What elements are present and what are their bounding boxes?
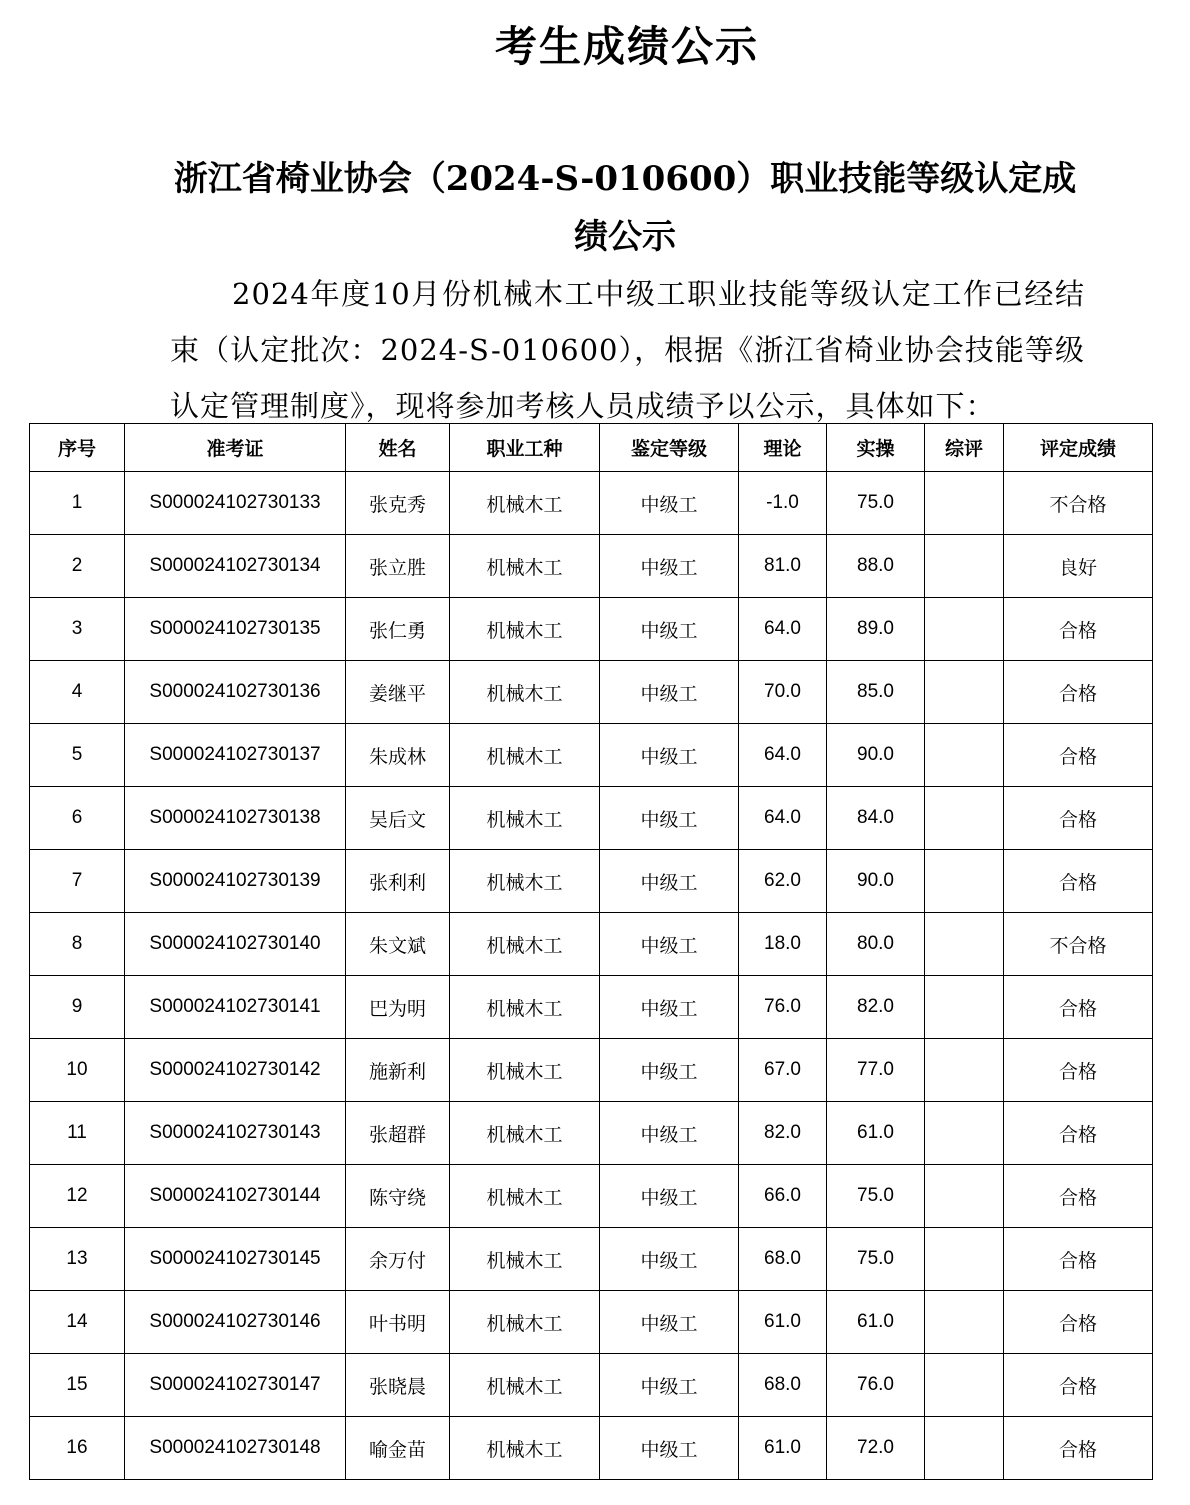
- cell-trade: 机械木工: [450, 598, 600, 661]
- cell-trade: 机械木工: [450, 1354, 600, 1417]
- cell-result: 合格: [1004, 1102, 1153, 1165]
- header-comprehensive: 综评: [925, 424, 1004, 472]
- cell-seq: 12: [30, 1165, 125, 1228]
- announcement-subtitle: 浙江省椅业协会（2024-S-010600）职业技能等级认定成绩公示: [173, 159, 1077, 257]
- cell-trade: 机械木工: [450, 472, 600, 535]
- cell-ticket: S000024102730139: [125, 850, 346, 913]
- cell-result: 合格: [1004, 1039, 1153, 1102]
- cell-practice: 72.0: [827, 1417, 925, 1480]
- cell-result: 合格: [1004, 1165, 1153, 1228]
- cell-ticket: S000024102730138: [125, 787, 346, 850]
- cell-theory: 62.0: [739, 850, 827, 913]
- cell-comprehensive: [925, 1291, 1004, 1354]
- cell-name: 姜继平: [346, 661, 450, 724]
- cell-theory: 64.0: [739, 724, 827, 787]
- table-row: [30, 1039, 1153, 1102]
- cell-comprehensive: [925, 598, 1004, 661]
- cell-name: 张立胜: [346, 535, 450, 598]
- table-row: [30, 787, 1153, 850]
- cell-result: 良好: [1004, 535, 1153, 598]
- cell-seq: 5: [30, 724, 125, 787]
- cell-ticket: S000024102730134: [125, 535, 346, 598]
- cell-practice: 90.0: [827, 724, 925, 787]
- cell-trade: 机械木工: [450, 1039, 600, 1102]
- cell-theory: 64.0: [739, 787, 827, 850]
- cell-comprehensive: [925, 913, 1004, 976]
- cell-level: 中级工: [600, 1417, 739, 1480]
- cell-result: 合格: [1004, 850, 1153, 913]
- cell-result: 合格: [1004, 976, 1153, 1039]
- cell-trade: 机械木工: [450, 1228, 600, 1291]
- header-level: 鉴定等级: [600, 424, 739, 472]
- cell-name: 施新利: [346, 1039, 450, 1102]
- cell-comprehensive: [925, 1354, 1004, 1417]
- cell-trade: 机械木工: [450, 850, 600, 913]
- cell-practice: 82.0: [827, 976, 925, 1039]
- cell-practice: 75.0: [827, 1228, 925, 1291]
- cell-comprehensive: [925, 850, 1004, 913]
- cell-trade: 机械木工: [450, 1102, 600, 1165]
- table-row: [30, 724, 1153, 787]
- cell-seq: 10: [30, 1039, 125, 1102]
- cell-theory: 68.0: [739, 1228, 827, 1291]
- cell-ticket: S000024102730136: [125, 661, 346, 724]
- cell-level: 中级工: [600, 976, 739, 1039]
- cell-theory: -1.0: [739, 472, 827, 535]
- cell-name: 巴为明: [346, 976, 450, 1039]
- cell-theory: 70.0: [739, 661, 827, 724]
- cell-level: 中级工: [600, 661, 739, 724]
- cell-name: 陈守绕: [346, 1165, 450, 1228]
- cell-result: 不合格: [1004, 472, 1153, 535]
- table-row: [30, 661, 1153, 724]
- table-row: [30, 535, 1153, 598]
- table-row: [30, 598, 1153, 661]
- cell-ticket: S000024102730147: [125, 1354, 346, 1417]
- cell-name: 张利利: [346, 850, 450, 913]
- cell-result: 合格: [1004, 724, 1153, 787]
- cell-seq: 3: [30, 598, 125, 661]
- cell-seq: 4: [30, 661, 125, 724]
- cell-level: 中级工: [600, 1039, 739, 1102]
- cell-comprehensive: [925, 535, 1004, 598]
- cell-name: 朱成林: [346, 724, 450, 787]
- cell-theory: 61.0: [739, 1291, 827, 1354]
- cell-result: 不合格: [1004, 913, 1153, 976]
- table-row: [30, 472, 1153, 535]
- cell-level: 中级工: [600, 1102, 739, 1165]
- cell-name: 叶书明: [346, 1291, 450, 1354]
- cell-ticket: S000024102730141: [125, 976, 346, 1039]
- cell-ticket: S000024102730142: [125, 1039, 346, 1102]
- cell-trade: 机械木工: [450, 535, 600, 598]
- table-row: [30, 913, 1153, 976]
- cell-level: 中级工: [600, 1291, 739, 1354]
- cell-theory: 61.0: [739, 1417, 827, 1480]
- cell-theory: 64.0: [739, 598, 827, 661]
- cell-theory: 82.0: [739, 1102, 827, 1165]
- cell-practice: 80.0: [827, 913, 925, 976]
- cell-trade: 机械木工: [450, 787, 600, 850]
- cell-practice: 77.0: [827, 1039, 925, 1102]
- cell-result: 合格: [1004, 598, 1153, 661]
- cell-result: 合格: [1004, 1354, 1153, 1417]
- cell-level: 中级工: [600, 1354, 739, 1417]
- cell-trade: 机械木工: [450, 1417, 600, 1480]
- cell-comprehensive: [925, 1102, 1004, 1165]
- cell-result: 合格: [1004, 1228, 1153, 1291]
- cell-name: 张超群: [346, 1102, 450, 1165]
- table-row: [30, 1102, 1153, 1165]
- cell-result: 合格: [1004, 787, 1153, 850]
- cell-comprehensive: [925, 1228, 1004, 1291]
- cell-seq: 15: [30, 1354, 125, 1417]
- cell-theory: 81.0: [739, 535, 827, 598]
- cell-trade: 机械木工: [450, 661, 600, 724]
- cell-level: 中级工: [600, 850, 739, 913]
- cell-trade: 机械木工: [450, 1291, 600, 1354]
- score-table: [29, 423, 1153, 1480]
- cell-trade: 机械木工: [450, 976, 600, 1039]
- header-name: 姓名: [346, 424, 450, 472]
- cell-seq: 6: [30, 787, 125, 850]
- cell-comprehensive: [925, 472, 1004, 535]
- cell-practice: 90.0: [827, 850, 925, 913]
- cell-theory: 18.0: [739, 913, 827, 976]
- cell-practice: 85.0: [827, 661, 925, 724]
- table-row: [30, 1354, 1153, 1417]
- cell-ticket: S000024102730140: [125, 913, 346, 976]
- cell-ticket: S000024102730143: [125, 1102, 346, 1165]
- cell-ticket: S000024102730133: [125, 472, 346, 535]
- cell-seq: 7: [30, 850, 125, 913]
- header-result: 评定成绩: [1004, 424, 1153, 472]
- cell-level: 中级工: [600, 472, 739, 535]
- cell-practice: 84.0: [827, 787, 925, 850]
- cell-level: 中级工: [600, 724, 739, 787]
- cell-name: 张晓晨: [346, 1354, 450, 1417]
- cell-name: 张仁勇: [346, 598, 450, 661]
- cell-theory: 67.0: [739, 1039, 827, 1102]
- page-title: 考生成绩公示: [494, 22, 759, 71]
- cell-practice: 89.0: [827, 598, 925, 661]
- cell-name: 朱文斌: [346, 913, 450, 976]
- cell-comprehensive: [925, 724, 1004, 787]
- cell-theory: 66.0: [739, 1165, 827, 1228]
- cell-practice: 76.0: [827, 1354, 925, 1417]
- cell-seq: 9: [30, 976, 125, 1039]
- header-theory: 理论: [739, 424, 827, 472]
- cell-level: 中级工: [600, 787, 739, 850]
- cell-seq: 1: [30, 472, 125, 535]
- cell-result: 合格: [1004, 1291, 1153, 1354]
- cell-seq: 16: [30, 1417, 125, 1480]
- cell-result: 合格: [1004, 661, 1153, 724]
- cell-name: 吴后文: [346, 787, 450, 850]
- cell-level: 中级工: [600, 913, 739, 976]
- cell-seq: 2: [30, 535, 125, 598]
- table-row: [30, 976, 1153, 1039]
- cell-ticket: S000024102730137: [125, 724, 346, 787]
- cell-ticket: S000024102730146: [125, 1291, 346, 1354]
- cell-trade: 机械木工: [450, 724, 600, 787]
- cell-practice: 61.0: [827, 1291, 925, 1354]
- cell-theory: 68.0: [739, 1354, 827, 1417]
- table-row: [30, 1228, 1153, 1291]
- header-seq: 序号: [30, 424, 125, 472]
- cell-practice: 75.0: [827, 472, 925, 535]
- cell-comprehensive: [925, 1417, 1004, 1480]
- cell-result: 合格: [1004, 1417, 1153, 1480]
- cell-level: 中级工: [600, 535, 739, 598]
- cell-trade: 机械木工: [450, 913, 600, 976]
- cell-practice: 61.0: [827, 1102, 925, 1165]
- table-header-row: [30, 424, 1153, 472]
- cell-seq: 8: [30, 913, 125, 976]
- cell-level: 中级工: [600, 1165, 739, 1228]
- cell-ticket: S000024102730148: [125, 1417, 346, 1480]
- cell-name: 余万付: [346, 1228, 450, 1291]
- cell-comprehensive: [925, 661, 1004, 724]
- table-row: [30, 1417, 1153, 1480]
- cell-practice: 75.0: [827, 1165, 925, 1228]
- cell-seq: 14: [30, 1291, 125, 1354]
- cell-ticket: S000024102730144: [125, 1165, 346, 1228]
- cell-level: 中级工: [600, 598, 739, 661]
- cell-ticket: S000024102730135: [125, 598, 346, 661]
- table-row: [30, 1291, 1153, 1354]
- cell-trade: 机械木工: [450, 1165, 600, 1228]
- intro-paragraph: 2024年度10月份机械木工中级工职业技能等级认定工作已经结束（认定批次：2024-S-010600），根据《浙江省椅业协会技能等级认定管理制度》，现将参加考核人员成绩予以公示，具体如下：: [170, 277, 1085, 423]
- cell-comprehensive: [925, 976, 1004, 1039]
- cell-comprehensive: [925, 1039, 1004, 1102]
- table-row: [30, 1165, 1153, 1228]
- cell-seq: 11: [30, 1102, 125, 1165]
- cell-seq: 13: [30, 1228, 125, 1291]
- cell-name: 张克秀: [346, 472, 450, 535]
- table-row: [30, 850, 1153, 913]
- cell-ticket: S000024102730145: [125, 1228, 346, 1291]
- cell-name: 喻金苗: [346, 1417, 450, 1480]
- cell-comprehensive: [925, 1165, 1004, 1228]
- header-trade: 职业工种: [450, 424, 600, 472]
- cell-theory: 76.0: [739, 976, 827, 1039]
- cell-level: 中级工: [600, 1228, 739, 1291]
- header-ticket: 准考证: [125, 424, 346, 472]
- cell-practice: 88.0: [827, 535, 925, 598]
- header-practice: 实操: [827, 424, 925, 472]
- cell-comprehensive: [925, 787, 1004, 850]
- table-body: [30, 472, 1153, 1480]
